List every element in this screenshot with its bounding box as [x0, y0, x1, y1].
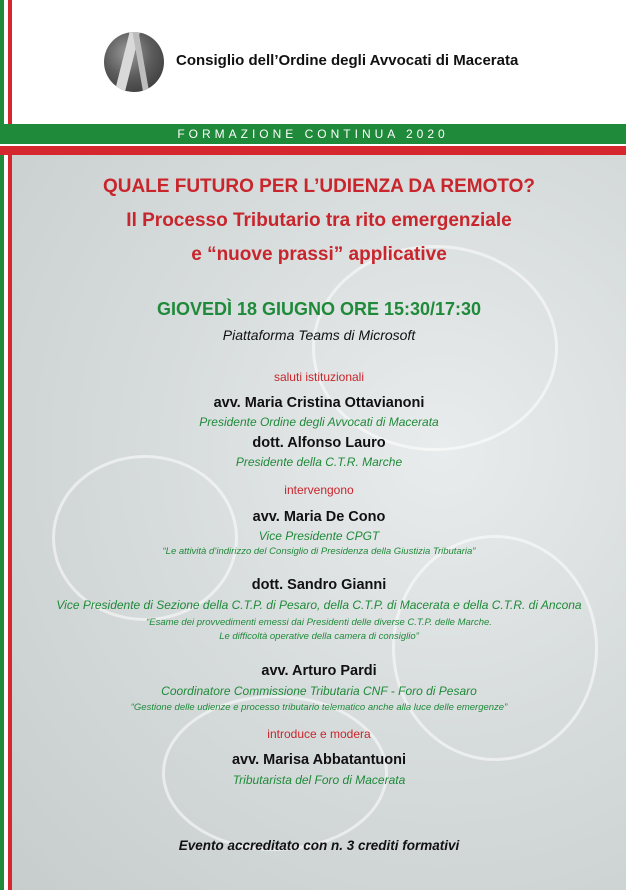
speaker-name: avv. Arturo Pardi — [261, 663, 377, 679]
moderator-role: Tributarista del Foro di Macerata — [232, 773, 406, 787]
moderator-name: avv. Marisa Abbatantuoni — [231, 752, 407, 768]
speaker-role: Presidente Ordine degli Avvocati di Macerata — [199, 415, 439, 429]
speaker-role: Coordinatore Commissione Tributaria CNF - Foro di Pesaro — [161, 684, 477, 698]
section-speakers: intervengono — [284, 483, 354, 497]
event-title-line-1: QUALE FUTURO PER L’UDIENZA DA REMOTO? — [102, 176, 536, 197]
section-greetings: saluti istituzionali — [273, 370, 365, 384]
header — [12, 0, 626, 122]
talk-title-continued: Le difficoltà operative della camera di consiglio” — [219, 631, 419, 642]
event-title-line-2: Il Processo Tributario tra rito emergenziale — [126, 210, 512, 231]
continuing-education-band: FORMAZIONE CONTINUA 2020 — [0, 124, 626, 144]
organization-name: Consiglio dell’Ordine degli Avvocati di Macerata — [176, 52, 519, 69]
poster-body — [12, 155, 626, 890]
bar-association-logo — [104, 32, 164, 92]
speaker-name: avv. Maria Cristina Ottavianoni — [213, 395, 425, 411]
talk-title: “Gestione delle udienze e processo tributario telematico anche alla luce delle emergenze” — [130, 702, 508, 713]
speaker-name: dott. Sandro Gianni — [251, 577, 387, 593]
section-moderator: introduce e modera — [267, 727, 371, 741]
speaker-role: Vice Presidente CPGT — [258, 529, 380, 543]
speaker-name: dott. Alfonso Lauro — [252, 435, 386, 451]
event-platform: Piattaforma Teams di Microsoft — [222, 327, 416, 343]
event-date-time: GIOVEDÌ 18 GIUGNO ORE 15:30/17:30 — [156, 299, 482, 319]
speaker-role: Vice Presidente di Sezione della C.T.P. di Pesaro, della C.T.P. di Macerata e della C.T.R. di Ancona — [56, 598, 582, 612]
credits-note: Evento accreditato con n. 3 crediti formativi — [178, 838, 460, 853]
event-title-line-3: e “nuove prassi” applicative — [191, 244, 447, 265]
talk-title: “Le attività d’indirizzo del Consiglio di Presidenza della Giustizia Tributaria” — [162, 546, 476, 557]
speaker-role: Presidente della C.T.R. Marche — [235, 455, 403, 469]
talk-title: “Esame dei provvedimenti emessi dai Presidenti delle diverse C.T.P. delle Marche. — [146, 617, 492, 628]
speaker-name: avv. Maria De Cono — [252, 509, 386, 525]
red-band — [0, 146, 626, 155]
